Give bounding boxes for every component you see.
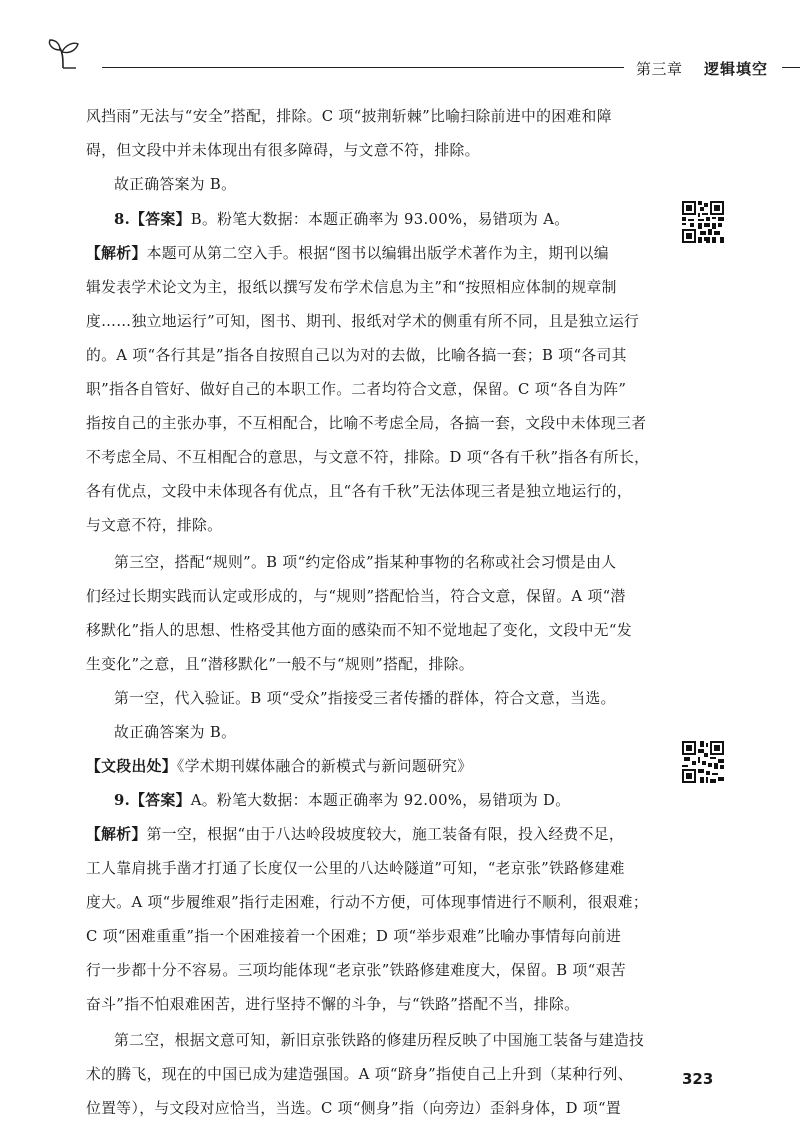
q9-answer-text: A。粉笔大数据：本题正确率为 92.00%，易错项为 D。 bbox=[190, 792, 571, 809]
text-line: 碍，但文段中并未体现出有很多障碍，与文意不符，排除。 bbox=[86, 142, 480, 159]
text-line: 的。A 项“各行其是”指各自按照自己以为对的去做，比喻各搞一套；B 项“各司其 bbox=[86, 347, 627, 364]
q9-analysis-label: 【解析】 bbox=[86, 826, 147, 843]
text-line: 不考虑全局、不互相配合的意思，与文意不符，排除。D 项“各有千秋”指各有所长， bbox=[86, 449, 650, 466]
text-line: 行一步都十分不容易。三项均能体现“老京张”铁路修建难度大，保留。B 项“艰苦 bbox=[86, 962, 626, 979]
conclusion-line: 故正确答案为 B。 bbox=[114, 176, 237, 193]
text-line: 与文意不符，排除。 bbox=[86, 517, 223, 534]
chapter-label: 第三章 bbox=[636, 60, 683, 78]
text-line: 本题可从第二空入手。根据“图书以编辑出版学术著作为主，期刊以编 bbox=[146, 245, 609, 262]
q9-analysis-line bbox=[86, 825, 624, 845]
q9-answer-line bbox=[114, 791, 570, 811]
page-number: 323 bbox=[682, 1070, 714, 1088]
text-line: 生变化”之意，且“潜移默化”一般不与“规则”搭配，排除。 bbox=[86, 656, 474, 673]
header-rule-right bbox=[782, 67, 800, 68]
text-line: 第二空，根据文意可知，新旧京张铁路的修建历程反映了中国施工装备与建造技 bbox=[114, 1032, 645, 1049]
text-line: 度……独立地运行”可知，图书、期刊、报纸对学术的侧重有所不同，且是独立运行 bbox=[86, 313, 640, 330]
page-header bbox=[40, 36, 780, 76]
header-rule bbox=[102, 67, 624, 68]
text-line: 职”指各自管好、做好自己的本职工作。二者均符合文意，保留。C 项“各自为阵” bbox=[86, 381, 627, 398]
text-line: C 项“困难重重”指一个困难接着一个困难；D 项“举步艰难”比喻办事情每向前进 bbox=[86, 928, 622, 945]
source-label: 【文段出处】 bbox=[86, 758, 177, 775]
text-line: 第一空，根据“由于八达岭段坡度较大，施工装备有限，投入经费不足， bbox=[146, 826, 625, 843]
text-line: 指按自己的主张办事，不互相配合，比喻不考虑全局，各搞一套，文段中未体现三者 bbox=[86, 415, 647, 432]
qr-code-icon[interactable] bbox=[682, 200, 724, 244]
text-line: 工人靠肩挑手凿才打通了长度仅一公里的八达岭隧道”可知，“老京张”铁路修建难 bbox=[86, 860, 625, 877]
text-line: 风挡雨”无法与“安全”搭配，排除。C 项“披荆斩棘”比喻扫除前进中的困难和障 bbox=[86, 108, 612, 125]
text-line: 各有优点，文段中未体现各有优点，且“各有千秋”无法体现三者是独立地运行的， bbox=[86, 483, 632, 500]
section-title: 逻辑填空 bbox=[704, 60, 769, 78]
q8-analysis-label: 【解析】 bbox=[86, 245, 147, 262]
text-line: 奋斗”指不怕艰难困苦，进行坚持不懈的斗争，与“铁路”搭配不当，排除。 bbox=[86, 996, 580, 1013]
q8-answer-text: B。粉笔大数据：本题正确率为 93.00%，易错项为 A。 bbox=[190, 211, 570, 228]
source-line bbox=[86, 757, 472, 777]
q8-analysis-line bbox=[86, 244, 609, 264]
text-line: 辑发表学术论文为主，报纸以撰写发布学术信息为主”和“按照相应体制的规章制 bbox=[86, 279, 617, 296]
text-line: 们经过长期实践而认定或形成的，与“规则”搭配恰当，符合文意，保留。A 项“潜 bbox=[86, 588, 626, 605]
q8-answer-label: 8.【答案】 bbox=[114, 211, 191, 228]
text-line: 位置等），与文段对应恰当，当选。C 项“侧身”指（向旁边）歪斜身体，D 项“置 bbox=[86, 1100, 622, 1117]
q9-answer-label: 9.【答案】 bbox=[114, 792, 191, 809]
qr-code-icon[interactable] bbox=[682, 740, 724, 784]
q8-answer-line bbox=[114, 210, 569, 230]
source-text: 《学术期刊媒体融合的新模式与新问题研究》 bbox=[176, 758, 473, 775]
text-line: 第三空，搭配“规则”。B 项“约定俗成”指某种事物的名称或社会习惯是由人 bbox=[114, 554, 617, 571]
conclusion-line: 故正确答案为 B。 bbox=[114, 724, 237, 741]
text-line: 度大。A 项“步履维艰”指行走困难，行动不方便，可体现事情进行不顺利，很艰难； bbox=[86, 894, 649, 911]
text-line: 第一空，代入验证。B 项“受众”指接受三者传播的群体，符合文意，当选。 bbox=[114, 690, 616, 707]
text-line: 移默化”指人的思想、性格受其他方面的感染而不知不觉地起了变化，文段中无“发 bbox=[86, 622, 632, 639]
text-line: 术的腾飞，现在的中国已成为建造强国。A 项“跻身”指使自己上升到（某种行列、 bbox=[86, 1066, 633, 1083]
leaf-ornament-icon bbox=[46, 38, 80, 70]
